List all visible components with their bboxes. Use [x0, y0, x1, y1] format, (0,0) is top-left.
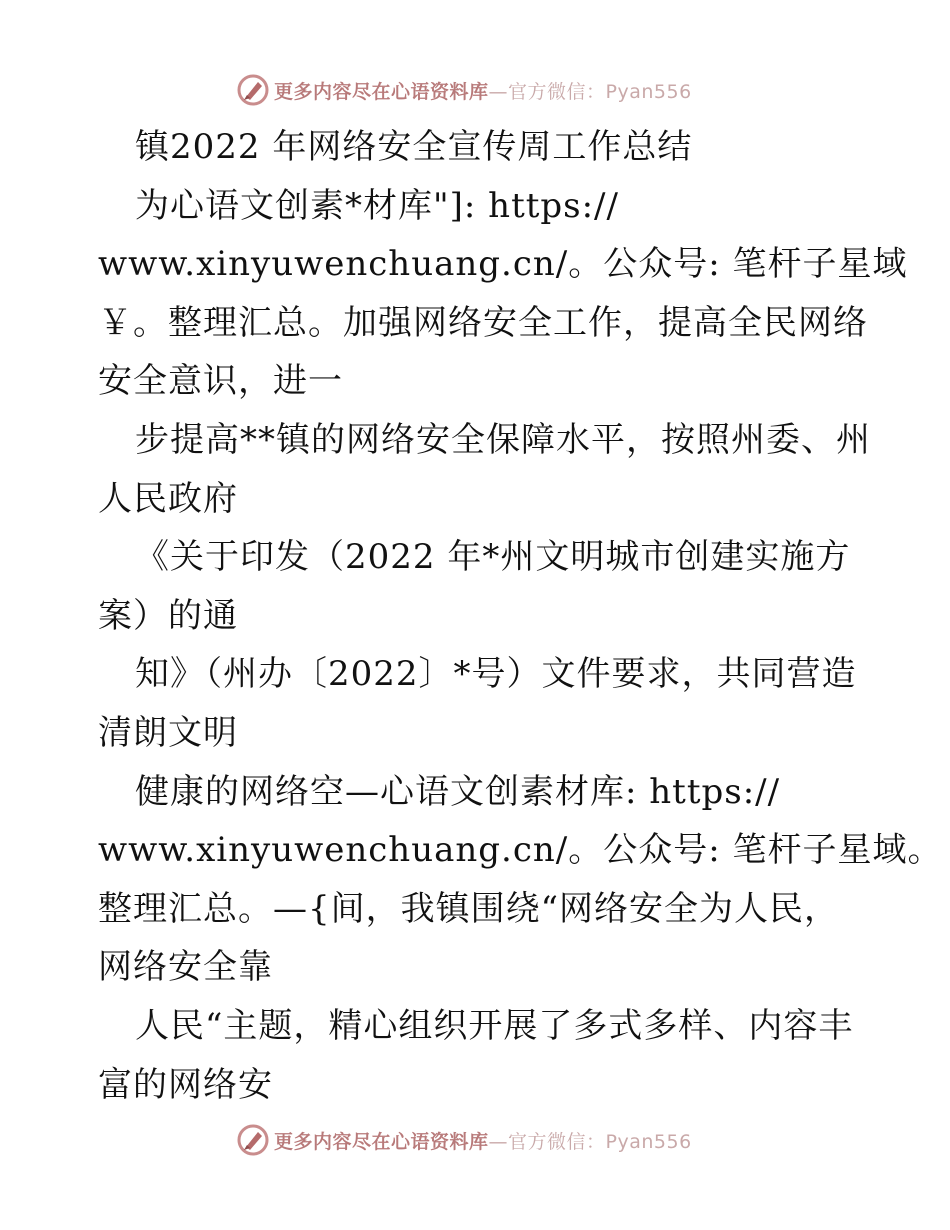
- paragraph-line: www.xinyuwenchuang.cn/。公众号: 笔杆子星域。: [98, 830, 943, 871]
- paragraph-line: 安全意识，进一: [98, 361, 343, 402]
- paragraph-line: 整理汇总。—{间，我镇围绕“网络安全为人民，: [98, 888, 840, 929]
- watermark-text: [274, 1127, 692, 1154]
- watermark-lead: 更多内容尽在心语资料库: [274, 80, 489, 103]
- watermark-lead: 更多内容尽在心语资料库: [274, 1130, 489, 1153]
- paragraph-line: 健康的网络空—心语文创素材库: https://: [135, 771, 781, 812]
- pen-nib-logo-icon: [236, 1123, 270, 1157]
- document-title: 镇2022 年网络安全宣传周工作总结: [135, 127, 693, 167]
- paragraph-line: 《关于印发（2022 年*州文明城市创建实施方: [135, 537, 851, 578]
- watermark-dash: —: [488, 80, 509, 103]
- paragraph-line: www.xinyuwenchuang.cn/。公众号: 笔杆子星域: [98, 244, 908, 285]
- footer-watermark-banner: [236, 1122, 692, 1158]
- pen-nib-logo-icon: [236, 73, 270, 107]
- paragraph-line: 人民政府: [98, 478, 238, 519]
- paragraph-line: 网络安全靠: [98, 947, 273, 988]
- watermark-handle: Pyan556: [605, 1130, 692, 1153]
- paragraph-line: 步提高**镇的网络安全保障水平，按照州委、州: [135, 419, 871, 460]
- paragraph-line: 案）的通: [98, 595, 238, 636]
- watermark-dash: —: [488, 1130, 509, 1153]
- header-watermark-banner: [236, 72, 692, 108]
- watermark-official: 官方微信：: [508, 80, 606, 103]
- paragraph-line: 人民“主题，精心组织开展了多式多样、内容丰: [135, 1005, 854, 1046]
- paragraph-line: 清朗文明: [98, 712, 238, 753]
- watermark-text: [274, 77, 692, 104]
- paragraph-line: 知》（州办〔2022〕*号）文件要求，共同营造: [135, 654, 857, 695]
- paragraph-line: 为心语文创素*材库"]: https://: [135, 185, 619, 226]
- paragraph-line: 富的网络安: [98, 1064, 273, 1105]
- watermark-official: 官方微信：: [508, 1130, 606, 1153]
- document-body: [98, 118, 943, 1114]
- paragraph-line: ￥。整理汇总。加强网络安全工作，提高全民网络: [98, 302, 868, 343]
- watermark-handle: Pyan556: [605, 80, 692, 103]
